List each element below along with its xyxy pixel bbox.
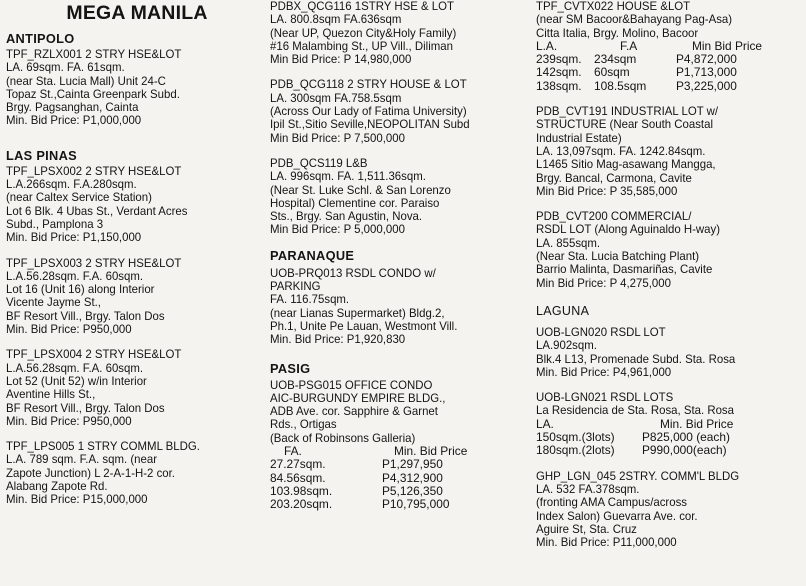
- table-cell: 108.5sqm: [594, 78, 647, 93]
- column-left: [6, 0, 268, 507]
- table-cell: 103.98sqm.: [270, 483, 333, 498]
- text-line: BF Resort Vill., Brgy. Talon Dos: [6, 308, 165, 323]
- table-row: [536, 431, 804, 444]
- text-line: Min Bid Price: P 4,275,000: [536, 275, 671, 290]
- text-line: Citta Italia, Brgy. Molino, Bacoor: [536, 25, 699, 40]
- text-line: (near Caltex Service Station): [6, 190, 152, 205]
- text-line: (near Lianas Supermarket) Bldg.2,: [270, 305, 445, 320]
- table-cell: P1,713,000: [676, 65, 737, 80]
- text-line: Lot 6 Blk. 4 Ubas St., Verdant Acres: [6, 203, 188, 218]
- price-table-rows: [270, 458, 532, 511]
- text-line: LA. 532 FA.378sqm.: [536, 481, 640, 496]
- text-line: Aventine Hills St.,: [6, 387, 96, 402]
- text-line: Vicente Jayme St.,: [6, 295, 101, 310]
- listing-lgn020: [536, 326, 804, 379]
- listing-qcg116: [270, 0, 532, 66]
- text-line: PDBX_QCG116 1STRY HSE & LOT: [270, 0, 454, 13]
- table-cell: 180sqm.(2lots): [536, 443, 615, 458]
- text-line: (Near Sta. Lucia Batching Plant): [536, 249, 700, 264]
- text-line: (near Sta. Lucia Mall) Unit 24-C: [6, 73, 166, 88]
- text-line: UOB-PSG015 OFFICE CONDO: [270, 377, 433, 392]
- text-line: Min. Bid Price: P950,000: [6, 322, 132, 337]
- text-line: (near SM Bacoor&Bahayang Pag-Asa): [536, 12, 733, 27]
- text-line: Rds., Ortigas: [270, 417, 337, 432]
- table-head-price: Min. Bid Price: [660, 416, 734, 431]
- table-cell: 239sqm.: [536, 52, 582, 67]
- text-line: Lot 16 (Unit 16) along Interior: [6, 282, 155, 297]
- table-cell: 84.56sqm.: [270, 470, 326, 485]
- table-cell: P4,872,000: [676, 52, 737, 67]
- text-line: Min Bid Price: P 5,000,000: [270, 222, 405, 237]
- text-line: Min Bid Price: P 7,500,000: [270, 130, 405, 145]
- text-line: LA.902sqm.: [536, 338, 597, 353]
- price-table-cvtx022-header: [536, 40, 804, 53]
- text-line: TPF_CVTX022 HOUSE &LOT: [536, 0, 691, 13]
- listing-qcg118: [270, 78, 532, 144]
- column-right: [536, 0, 804, 549]
- text-line: PDB_CVT191 INDUSTRIAL LOT w/: [536, 104, 719, 119]
- text-line: LA. 996sqm. FA. 1,511.36sqm.: [270, 169, 426, 184]
- text-line: Brgy. Bancal, Carmona, Cavite: [536, 170, 692, 185]
- table-head-fa: F.A: [620, 38, 638, 53]
- text-line: Min. Bid Price: P1,150,000: [6, 230, 142, 245]
- table-head-la: L.A.: [536, 38, 558, 53]
- listing-psg015: [270, 379, 532, 445]
- text-line: RSDL LOT (Along Aguinaldo H-way): [536, 222, 721, 237]
- listing-rzlx001: [6, 48, 268, 128]
- table-cell: 234sqm: [594, 52, 637, 67]
- table-head-price: Min Bid Price: [692, 38, 763, 53]
- text-line: GHP_LGN_045 2STRY. COMM'L BLDG: [536, 468, 740, 483]
- text-line: Min. Bid Price: P4,961,000: [536, 364, 672, 379]
- text-line: TPF_LPSX004 2 STRY HSE&LOT: [6, 347, 182, 362]
- listing-prq013: [270, 267, 532, 347]
- text-line: Topaz St.,Cainta Greenpark Subd.: [6, 86, 180, 101]
- text-line: Min Bid Price: P 35,585,000: [536, 183, 678, 198]
- column-middle: [270, 0, 532, 512]
- table-cell: P4,312,900: [382, 470, 443, 485]
- text-line: LA. 69sqm. FA. 61sqm.: [6, 60, 125, 75]
- text-line: Ipil St.,Sitio Seville,NEOPOLITAN Subd: [270, 117, 470, 132]
- text-line: PDB_QCG118 2 STRY HOUSE & LOT: [270, 77, 467, 92]
- text-line: Sts., Brgy. San Agustin, Nova.: [270, 209, 423, 224]
- text-line: BF Resort Vill., Brgy. Talon Dos: [6, 400, 165, 415]
- text-line: UOB-LGN020 RSDL LOT: [536, 324, 666, 339]
- text-line: (Across Our Lady of Fatima University): [270, 104, 467, 119]
- text-line: L1465 Sitio Mag-asawang Mangga,: [536, 157, 716, 172]
- text-line: Index Salon) Guevarra Ave. cor.: [536, 508, 698, 523]
- table-cell: 138sqm.: [536, 78, 582, 93]
- table-row: [536, 53, 804, 66]
- text-line: La Residencia de Sta. Rosa, Sta. Rosa: [536, 403, 734, 418]
- table-cell: 142sqm.: [536, 65, 582, 80]
- table-cell: 150sqm.(3lots): [536, 430, 615, 445]
- text-line: Min. Bid Price: P950,000: [6, 413, 132, 428]
- text-line: L.A.56.28sqm. F.A. 60sqm.: [6, 360, 144, 375]
- text-line: AIC-BURGUNDY EMPIRE BLDG.,: [270, 390, 446, 405]
- text-line: Barrio Malinta, Dasmariñas, Cavite: [536, 262, 713, 277]
- table-cell: 203.20sqm.: [270, 497, 333, 512]
- price-table-lgn021: [536, 431, 804, 458]
- text-line: (Near UP, Quezon City&Holy Family): [270, 25, 457, 40]
- text-line: Subd., Pamplona 3: [6, 216, 104, 231]
- table-row: [270, 498, 532, 511]
- text-line: FA. 116.75sqm.: [270, 292, 350, 307]
- text-line: Min. Bid Price: P1,920,830: [270, 332, 406, 347]
- table-head-fa: FA.: [284, 444, 302, 459]
- table-row: [270, 458, 532, 471]
- text-line: Min. Bid Price: P1,000,000: [6, 113, 142, 128]
- text-line: Hospital) Clementine cor. Paraiso: [270, 195, 440, 210]
- text-line: (fronting AMA Campus/across: [536, 495, 688, 510]
- listing-lps005: [6, 440, 268, 506]
- price-table-cvtx022: [536, 53, 804, 93]
- text-line: Ph.1, Unite Pe Lauan, Westmont Vill.: [270, 318, 458, 333]
- table-row: [536, 66, 804, 79]
- text-line: Blk.4 L13, Promenade Subd. Sta. Rosa: [536, 351, 736, 366]
- listing-lpsx003: [6, 257, 268, 337]
- table-row: [270, 472, 532, 485]
- text-line: TPF_LPSX003 2 STRY HSE&LOT: [6, 255, 182, 270]
- text-line: Lot 52 (Unit 52) w/in Interior: [6, 373, 147, 388]
- text-line: STRUCTURE (Near South Coastal: [536, 117, 713, 132]
- listing-lpsx002: [6, 165, 268, 245]
- table-row: [536, 80, 804, 93]
- listing-lpsx004: [6, 348, 268, 428]
- text-line: L.A.56.28sqm. F.A. 60sqm.: [6, 268, 144, 283]
- table-cell: P10,795,000: [382, 497, 450, 512]
- text-line: Alabang Zapote Rd.: [6, 479, 108, 494]
- listing-qcs119: [270, 157, 532, 237]
- text-line: #16 Malambing St., UP Vill., Diliman: [270, 38, 453, 53]
- table-cell: P825,000 (each): [642, 430, 730, 445]
- table-head-price: Min. Bid Price: [394, 444, 468, 459]
- text-line: L.A. 789 sqm. F.A. sqm. (near: [6, 452, 158, 467]
- text-line: PDB_QCS119 L&B: [270, 155, 368, 170]
- table-row: [270, 485, 532, 498]
- section-heading-las-pinas: LAS PINAS: [6, 147, 77, 163]
- listing-lgn045: [536, 470, 804, 550]
- text-line: Min. Bid Price: P11,000,000: [536, 535, 677, 550]
- page-title: MEGA MANILA: [66, 2, 208, 24]
- text-line: L.A.266sqm. F.A.280sqm.: [6, 177, 137, 192]
- section-heading-antipolo: ANTIPOLO: [6, 31, 75, 46]
- text-line: LA. 300sqm FA.758.5sqm: [270, 90, 402, 105]
- text-line: PDB_CVT200 COMMERCIAL/: [536, 209, 692, 224]
- listing-lgn021: [536, 391, 804, 418]
- text-line: TPF_LPSX002 2 STRY HSE&LOT: [6, 163, 182, 178]
- text-line: Industrial Estate): [536, 130, 622, 145]
- table-cell: P5,126,350: [382, 483, 443, 498]
- text-line: Brgy. Pagsanghan, Cainta: [6, 100, 139, 115]
- text-line: ADB Ave. cor. Sapphire & Garnet: [270, 404, 438, 419]
- table-head-la: LA.: [536, 416, 554, 431]
- listing-cvtx022: [536, 0, 804, 40]
- section-heading-pasig: PASIG: [270, 360, 311, 376]
- text-line: Min. Bid Price: P15,000,000: [6, 492, 148, 507]
- table-cell: P3,225,000: [676, 78, 737, 93]
- price-table-psg015: [270, 445, 532, 511]
- text-line: Zapote Junction) L 2-A-1-H-2 cor.: [6, 465, 175, 480]
- text-line: UOB-PRQ013 RSDL CONDO w/: [270, 265, 436, 280]
- table-cell: P1,297,950: [382, 457, 443, 472]
- text-line: TPF_LPS005 1 STRY COMML BLDG.: [6, 439, 200, 454]
- text-line: LA. 13,097sqm. FA. 1242.84sqm.: [536, 143, 706, 158]
- text-line: TPF_RZLX001 2 STRY HSE&LOT: [6, 47, 182, 61]
- text-line: LA. 800.8sqm FA.636sqm: [270, 12, 402, 27]
- section-heading-laguna: LAGUNA: [536, 303, 590, 318]
- table-cell: P990,000(each): [642, 443, 727, 458]
- text-line: UOB-LGN021 RSDL LOTS: [536, 390, 674, 405]
- listing-cvt200: [536, 210, 804, 290]
- price-table-header: [270, 445, 532, 458]
- text-line: (Back of Robinsons Galleria): [270, 430, 416, 445]
- listing-cvt191: [536, 105, 804, 198]
- text-line: Aguire St, Sta. Cruz: [536, 521, 637, 536]
- table-cell: 27.27sqm.: [270, 457, 326, 472]
- text-line: Min Bid Price: P 14,980,000: [270, 52, 412, 67]
- text-line: (Near St. Luke Schl. & San Lorenzo: [270, 182, 451, 197]
- section-heading-paranaque: PARANAQUE: [270, 247, 355, 263]
- table-cell: 60sqm: [594, 65, 630, 80]
- text-line: PARKING: [270, 279, 321, 294]
- table-row: [536, 444, 804, 457]
- text-line: LA. 855sqm.: [536, 235, 601, 250]
- price-table-lgn021-header: [536, 418, 804, 431]
